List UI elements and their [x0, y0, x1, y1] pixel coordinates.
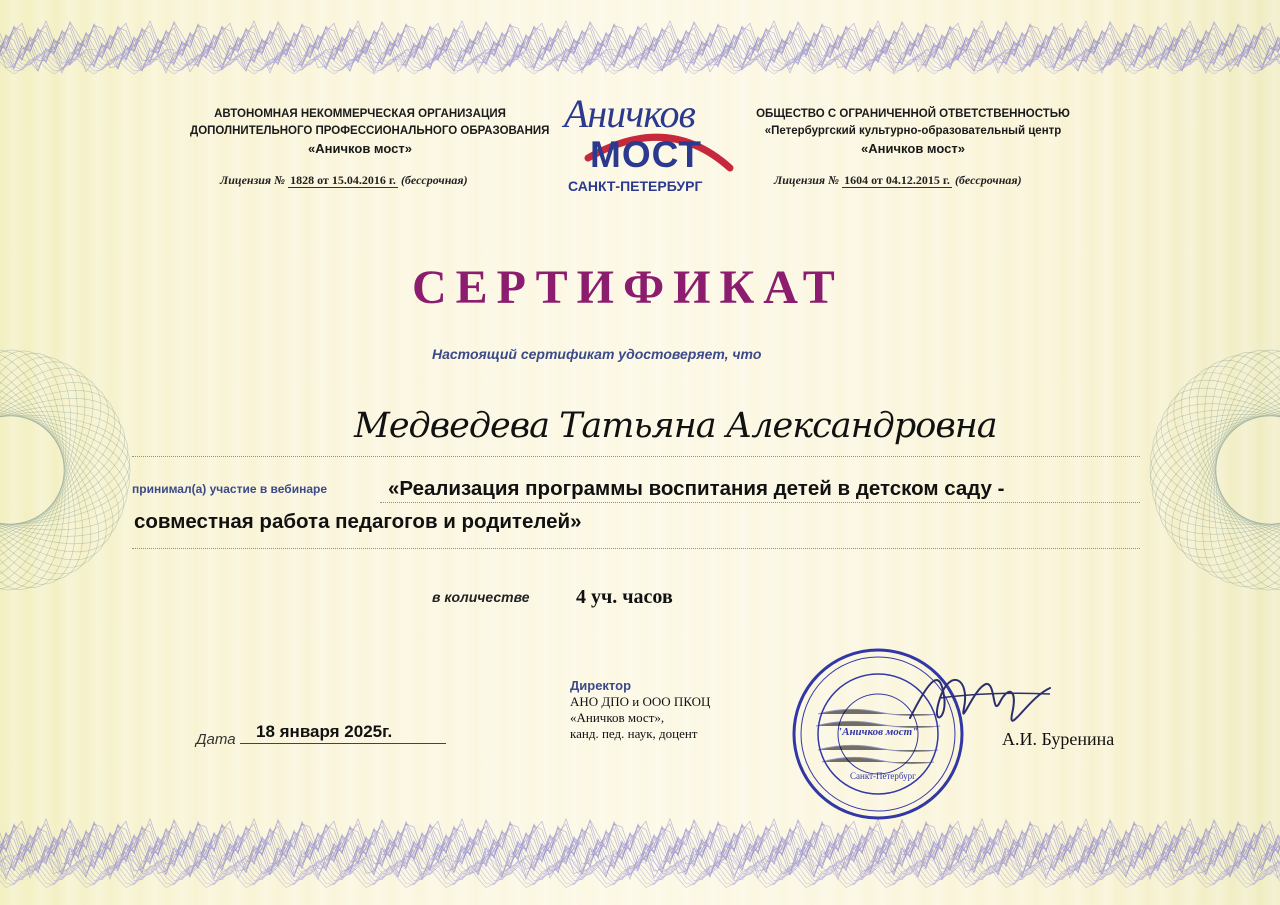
recipient-underline [132, 456, 1140, 457]
license-prefix: Лицензия № [774, 173, 840, 187]
signatory-org-line3: канд. пед. наук, доцент [570, 726, 698, 741]
certificate-title: СЕРТИФИКАТ [412, 261, 844, 314]
license-prefix: Лицензия № [220, 173, 286, 187]
header-right-line3: «Аничков мост» [861, 141, 965, 156]
header-right-line2: «Петербургский культурно-образовательный центр [764, 125, 1062, 137]
intro-text: Настоящий сертификат удостоверяет, что [432, 346, 762, 362]
amount-label: в количестве [432, 589, 530, 605]
signatory-title: Директор [570, 678, 632, 693]
license-number: 1604 от 04.12.2015 г. [844, 173, 950, 187]
logo-name: Аничков [564, 91, 695, 136]
course-title-line2: совместная работа педагогов и родителей» [134, 510, 582, 533]
license-number: 1828 от 15.04.2016 г. [290, 173, 396, 187]
header-right-line1: ОБЩЕСТВО С ОГРАНИЧЕННОЙ ОТВЕТСТВЕННОСТЬЮ [756, 108, 1070, 120]
logo-city: САНКТ-ПЕТЕРБУРГ [568, 178, 703, 194]
signatory-name: А.И. Буренина [1002, 729, 1115, 749]
header-left-line1: АВТОНОМНАЯ НЕКОММЕРЧЕСКАЯ ОРГАНИЗАЦИЯ [214, 108, 506, 120]
license-suffix: (бессрочная) [400, 173, 468, 187]
header-left-org [190, 106, 550, 157]
course-underline-2 [132, 548, 1140, 549]
license-suffix: (бессрочная) [954, 173, 1022, 187]
header-left-line2: ДОПОЛНИТЕЛЬНОГО ПРОФЕССИОНАЛЬНОГО ОБРАЗОВАНИЯ [190, 125, 550, 137]
stamp-center-text: "Аничков мост" [836, 726, 919, 738]
signatory-org-line2: «Аничков мост», [570, 710, 665, 725]
amount-value: 4 уч. часов [576, 586, 673, 608]
logo-most: МОСТ [590, 134, 703, 175]
header-right-org [748, 106, 1078, 157]
signatory-org-line1: АНО ДПО и ООО ПКОЦ [570, 694, 711, 709]
webinar-label: принимал(а) участие в вебинаре [132, 482, 328, 496]
date-underline [240, 743, 446, 744]
stamp-city-text: Санкт-Петербург [850, 771, 916, 781]
date-value: 18 января 2025г. [256, 722, 393, 741]
header-left-license [220, 173, 468, 188]
recipient-name: Медведева Татьяна Александровна [354, 406, 997, 446]
header-left-line3: «Аничков мост» [308, 141, 412, 156]
course-underline-1 [380, 502, 1140, 503]
logo [548, 88, 738, 200]
header-right-license [774, 173, 1022, 188]
course-title-line1: «Реализация программы воспитания детей в детском саду - [388, 477, 1005, 500]
signatory-block [570, 678, 710, 742]
date-label: Дата [196, 731, 236, 748]
